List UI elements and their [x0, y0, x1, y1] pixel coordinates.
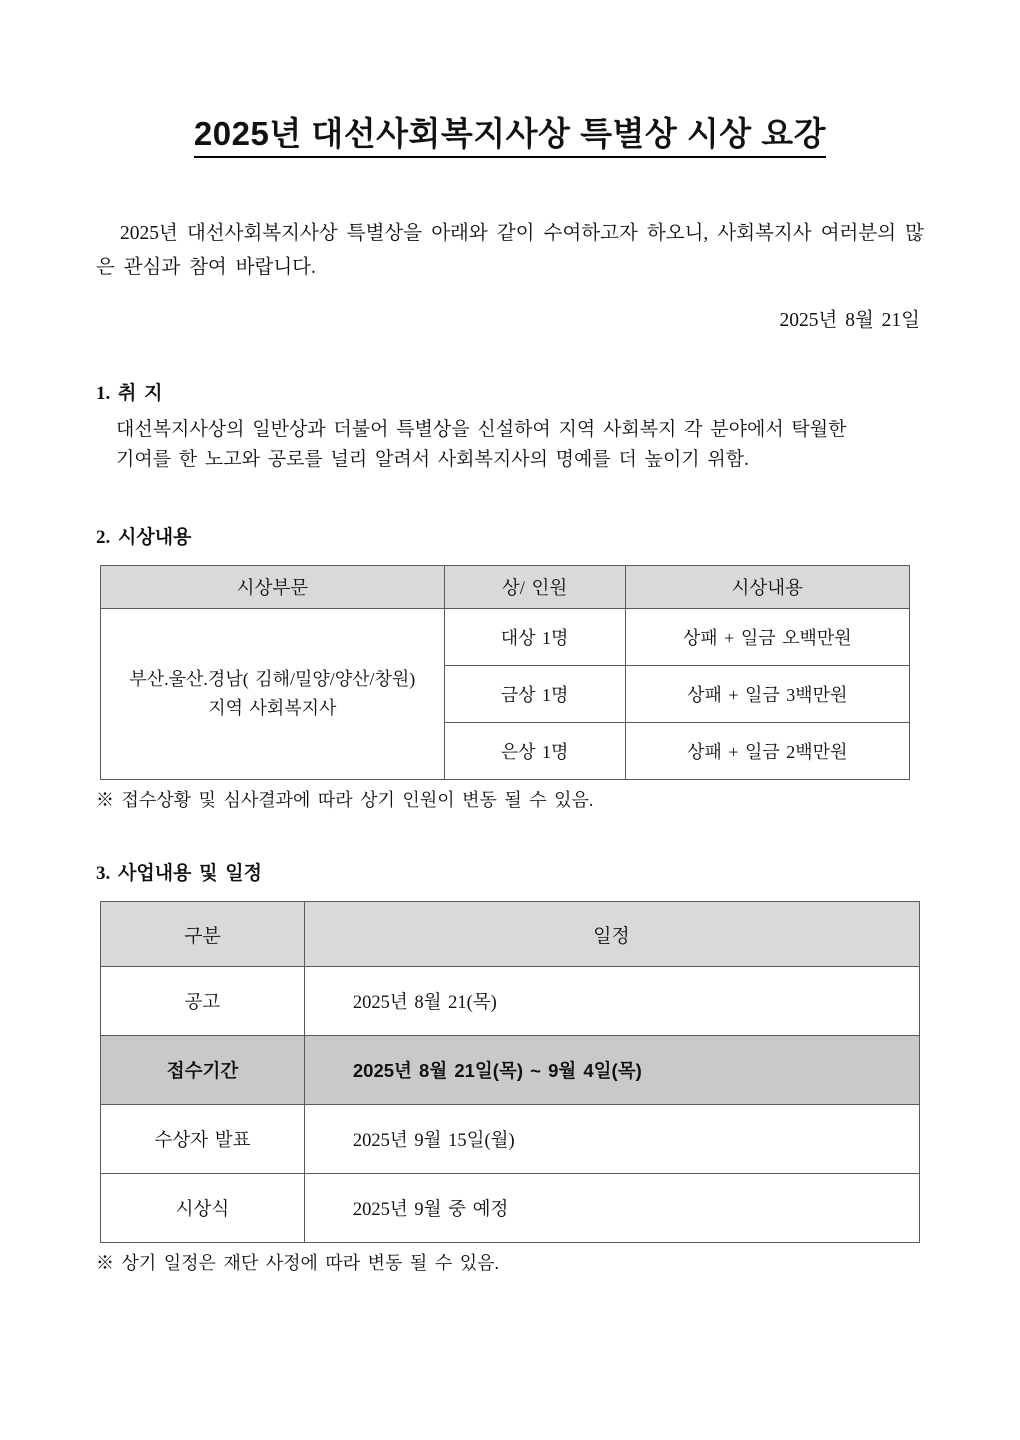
schedule-division-1: 공고: [101, 967, 305, 1036]
schedule-table-header-row: [101, 902, 920, 967]
intro-text: 2025년 대선사회복지사상 특별상을 아래와 같이 수여하고자 하오니, 사회복지사 여러분의 많은 관심과 참여 바랍니다.: [96, 223, 924, 278]
award-content-3: 상패 + 일금 2백만원: [625, 723, 909, 780]
award-content-1: 상패 + 일금 오백만원: [625, 609, 909, 666]
table-row: [101, 1105, 920, 1174]
award-prize-2: 금상 1명: [444, 666, 625, 723]
schedule-division-4: 시상식: [101, 1174, 305, 1243]
section-purpose-heading: 1. 취 지: [96, 382, 163, 404]
table-row: [101, 967, 920, 1036]
section-schedule-heading: 3. 사업내용 및 일정: [96, 863, 262, 885]
award-table-area-cell: [101, 609, 445, 780]
schedule-value-2: 2025년 8월 21일(목) ~ 9월 4일(목): [304, 1036, 919, 1105]
schedule-table: [100, 901, 920, 1243]
table-row: [101, 1174, 920, 1243]
issue-date: 2025년 8월 21일: [779, 309, 920, 331]
schedule-table-note: ※ 상기 일정은 재단 사정에 따라 변동 될 수 있음.: [96, 1253, 499, 1274]
section-awards-heading: 2. 시상내용: [96, 527, 192, 549]
schedule-division-2: 접수기간: [101, 1036, 305, 1105]
section-awards: [96, 522, 924, 812]
table-row: [101, 609, 910, 666]
section-purpose-line-1: 대선복지사상의 일반상과 더불어 특별상을 신설하여 지역 사회복지 각 분야에서 탁월한: [116, 418, 847, 440]
schedule-table-header-schedule: 일정: [304, 902, 919, 967]
award-area-line-2: 지역 사회복지사: [208, 698, 337, 719]
award-table-header-prize: 상/ 인원: [444, 566, 625, 609]
schedule-value-4: 2025년 9월 중 예정: [304, 1174, 919, 1243]
page-title: [96, 0, 924, 155]
schedule-table-header-division: 구분: [101, 902, 305, 967]
intro-paragraph: [96, 217, 924, 284]
schedule-value-1: 2025년 8월 21(목): [304, 967, 919, 1036]
award-content-2: 상패 + 일금 3백만원: [625, 666, 909, 723]
section-purpose-line-2: 기여를 한 노고와 공로를 널리 알려서 사회복지사의 명예를 더 높이기 위함.: [116, 449, 749, 471]
award-table-header-content: 시상내용: [625, 566, 909, 609]
award-prize-3: 은상 1명: [444, 723, 625, 780]
section-schedule: [96, 858, 924, 1275]
award-table-header-area: 시상부문: [101, 566, 445, 609]
award-table: [100, 565, 910, 780]
award-table-note: ※ 접수상황 및 심사결과에 따라 상기 인원이 변동 될 수 있음.: [96, 790, 594, 811]
page-title-text: 2025년 대선사회복지사상 특별상 시상 요강: [194, 115, 826, 158]
table-row: [101, 1036, 920, 1105]
award-table-header-row: [101, 566, 910, 609]
section-purpose-body: [96, 415, 924, 477]
schedule-value-3: 2025년 9월 15일(월): [304, 1105, 919, 1174]
schedule-division-3: 수상자 발표: [101, 1105, 305, 1174]
section-purpose: [96, 378, 924, 477]
award-prize-1: 대상 1명: [444, 609, 625, 666]
award-area-line-1: 부산.울산.경남( 김해/밀양/양산/창원): [129, 668, 416, 689]
